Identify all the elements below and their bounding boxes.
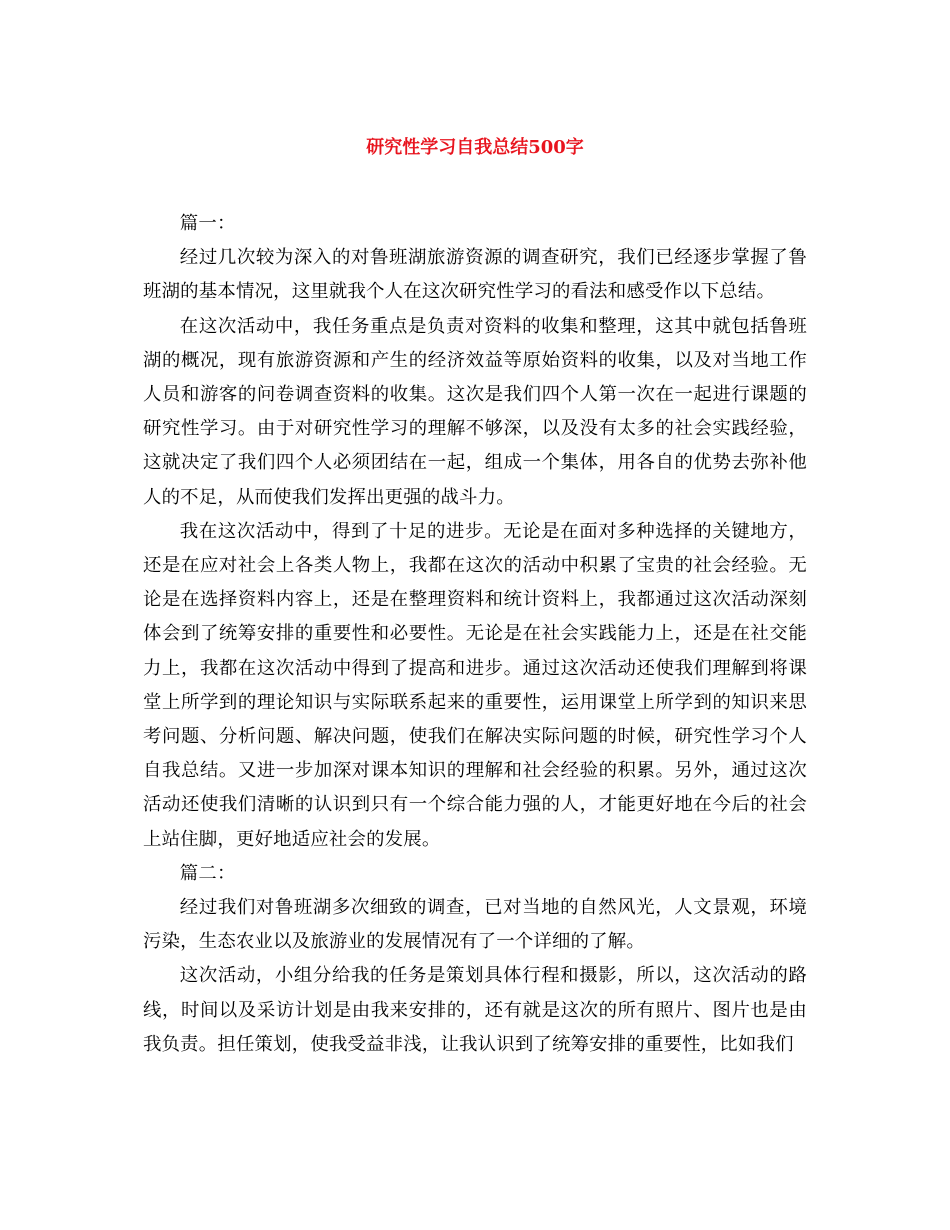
document-title: 研究性学习自我总结500字 <box>366 137 584 158</box>
body-paragraph: 经过几次较为深入的对鲁班湖旅游资源的调查研究，我们已经逐步掌握了鲁班湖的基本情况，这里就我个人在这次研究性学习的看法和感受作以下总结。 <box>143 247 807 303</box>
document-body <box>143 207 807 1062</box>
section-heading: 篇一： <box>179 213 236 234</box>
body-paragraph: 这次活动，小组分给我的任务是策划具体行程和摄影，所以，这次活动的路线，时间以及采访计划是由我来安排的，还有就是这次的所有照片、图片也是由我负责。担任策划，使我受益非浅，让我认识到了统筹安排的重要性，比如我们 <box>143 965 807 1055</box>
body-paragraph: 在这次活动中，我任务重点是负责对资料的收集和整理，这其中就包括鲁班湖的概况，现有旅游资源和产生的经济效益等原始资料的收集，以及对当地工作人员和游客的问卷调查资料的收集。这次是我们四个人第一次在一起进行课题的研究性学习。由于对研究性学习的理解不够深，以及没有太多的社会实践经验，这就决定了我们四个人必须团结在一起，组成一个集体，用各自的优势去弥补他人的不足，从而使我们发挥出更强的战斗力。 <box>143 315 807 508</box>
body-paragraph: 我在这次活动中，得到了十足的进步。无论是在面对多种选择的关键地方，还是在应对社会上各类人物上，我都在这次的活动中积累了宝贵的社会经验。无论是在选择资料内容上，还是在整理资料和统计资料上，我都通过这次活动深刻体会到了统筹安排的重要性和必要性。无论是在社会实践能力上，还是在社交能力上，我都在这次活动中得到了提高和进步。通过这次活动还使我们理解到将课堂上所学到的理论知识与实际联系起来的重要性，运用课堂上所学到的知识来思考问题、分析问题、解决问题，使我们在解决实际问题的时候，研究性学习个人自我总结。又进一步加深对课本知识的理解和社会经验的积累。另外，通过这次活动还使我们清晰的认识到只有一个综合能力强的人，才能更好地在今后的社会上站住脚，更好地适应社会的发展。 <box>143 520 807 850</box>
section-heading: 篇二： <box>179 862 236 884</box>
body-paragraph: 经过我们对鲁班湖多次细致的调查，已对当地的自然风光，人文景观，环境污染，生态农业以及旅游业的发展情况有了一个详细的了解。 <box>143 897 807 953</box>
